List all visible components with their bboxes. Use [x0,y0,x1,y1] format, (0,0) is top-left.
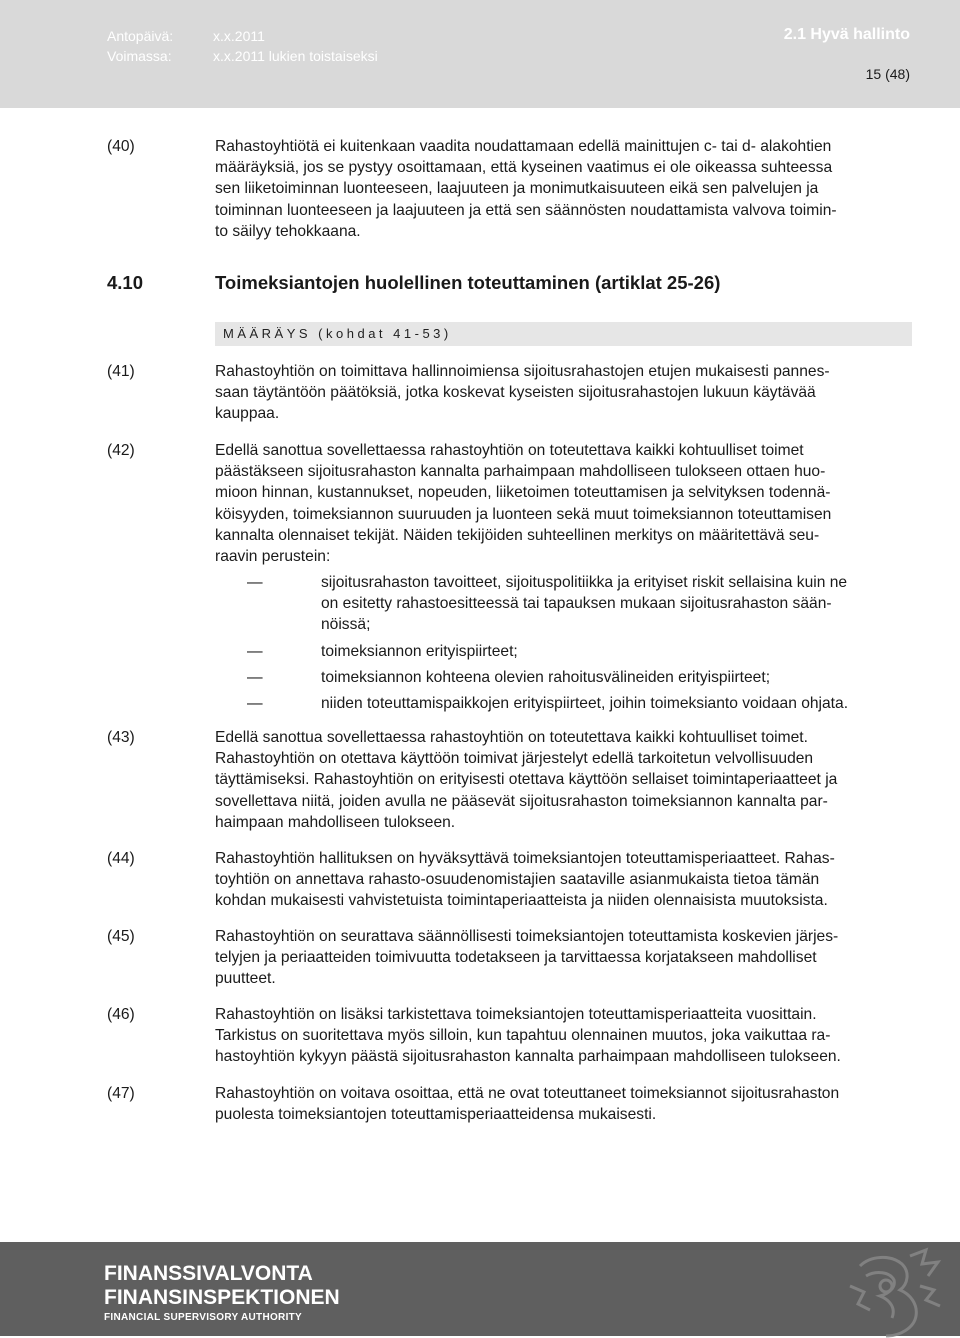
text-line: Rahastoyhtiön on voitava osoittaa, että ne ovat toteuttaneet toimeksiannot sijoitusrahaston [215,1085,840,1102]
page-header [0,0,960,108]
list-item [215,693,910,714]
text-line: Tarkistus on suoritettava myös silloin, kun tapahtuu olennainen muutos, joka vaikuttaa ra- [215,1027,831,1045]
text-line: toiminnan luonteeseen ja laajuuteen ja että sen säännösten noudattamista valvova toimin- [215,201,837,219]
paragraph-text [215,727,910,833]
text-line: telyjen ja periaatteiden toimivuutta todetakseen ja tarvittaessa korjatakseen mahdolliset [215,949,817,967]
text-line: Rahastoyhtiön hallituksen on hyväksyttävä toimeksiantojen toteuttamisperiaatteet. Rahas- [215,850,835,867]
text-line: toimeksiannon kohteena olevien rahoitusvälineiden erityispiirteet; [321,668,771,686]
paragraph-text [215,136,910,242]
section-number: 4.10 [107,272,144,293]
text-line: Rahastoyhtiön on lisäksi tarkistettava toimeksiantojen toteuttamisperiaatteita vuosittain. [215,1006,817,1023]
text-line: kannalta olennaiset tekijät. Näiden tekijöiden suhteellinen merkitys on määritettävä seu- [215,526,820,544]
text-line: Edellä sanottua sovellettaessa rahastoyhtiön on toteutettava kaikki kohtuulliset toimet [215,442,804,459]
paragraph-text [215,926,910,990]
text-line: mioon hinnan, kustannukset, nopeuden, liiketoimen toteuttamisen ja selvityksen todennä- [215,484,831,502]
section-title: 2.1 Hyvä hallinto [783,26,910,43]
text-line: toimeksiannon erityispiirteet; [321,642,518,660]
text-line: päästäkseen sijoitusrahaston kannalta parhaimpaan mahdolliseen tulokseen ottaen huo- [215,463,826,481]
paragraph-number: (45) [107,928,135,945]
list-item [215,667,910,688]
dash-marker: — [247,668,263,686]
text-line: on esitetty rahastoesitteessä tai tapauksen mukaan sijoitusrahaston sään- [321,595,832,613]
logo-text-swedish: FINANSINSPEKTIONEN [104,1286,340,1309]
dash-marker: — [247,642,263,660]
paragraph-number: (41) [107,363,135,380]
text-line: to säilyy tehokkaana. [215,222,361,240]
lion-crest-icon [830,1246,948,1338]
text-line: täyttämiseksi. Rahastoyhtiön on erityisesti otettava käyttöön sellaiset toimintaperiaatteet ja [215,771,838,789]
text-line: kohdan mukaisesti vahvistetuista toimintaperiaatteista ja niiden olennaisista muutoksista. [215,892,828,910]
text-line: sijoitusrahaston tavoitteet, sijoituspolitiikka ja erityiset riskit sellaisina kuin ne [321,574,848,591]
text-line: puutteet. [215,970,276,988]
paragraph-number: (44) [107,850,135,867]
text-line: sovellettava niitä, joiden avulla ne pääsevät sijoitusrahaston toimeksiannon kannalta par- [215,792,828,810]
paragraph-number: (43) [107,729,135,746]
logo-text-english: FINANCIAL SUPERVISORY AUTHORITY [104,1312,303,1323]
paragraph-text [215,440,910,567]
page-footer [0,1242,960,1336]
text-line: raavin perustein: [215,548,331,566]
text-line: hastoyhtiön kykyyn päästä sijoitusrahaston kannalta parhaimpaan mahdolliseen tulokseen. [215,1048,841,1066]
regulation-label: MÄÄRÄYS (kohdat 41-53) [223,326,452,341]
paragraph-text [215,1083,910,1125]
list-item [215,572,910,636]
issue-date-value: x.x.2011 [213,28,265,44]
text-line: määräyksiä, jos se pystyy osoittamaan, että kyseinen vaatimus ei ole oikeassa suhteessa [215,159,833,177]
issue-date-label: Antopäivä: [107,28,174,44]
text-line: Rahastoyhtiön on toimittava hallinnoimiensa sijoitusrahastojen etujen mukaisesti pannes- [215,363,830,380]
paragraph-text [215,1004,910,1068]
paragraph-text [215,848,910,912]
paragraph-number: (46) [107,1006,135,1023]
text-line: sen liiketoiminnan luonteeseen, laajuuteen ja monimutkaisuuteen eikä sen palvelujen ja [215,180,819,198]
text-line: haimpaan mahdolliseen tulokseen. [215,813,456,831]
regulation-bar [215,322,912,346]
dash-marker: — [247,574,263,591]
paragraph-number: (47) [107,1085,135,1102]
page-number: 15 (48) [865,66,910,82]
list-item [215,641,910,662]
bullet-list [215,572,910,719]
valid-value: x.x.2011 lukien toistaiseksi [213,48,378,64]
text-line: Rahastoyhtiötä ei kuitenkaan vaadita noudattamaan edellä mainittujen c- tai d- alakohtien [215,138,832,155]
text-line: niiden toteuttamispaikkojen erityispiirteet, joihin toimeksianto voidaan ohjata. [321,695,849,713]
text-line: saan täytäntöön päätöksiä, jotka koskevat kyseisten sijoitusrahastojen lukuun käytävää [215,384,816,402]
text-line: kauppaa. [215,405,280,423]
text-line: Rahastoyhtiön on otettava käyttöön toimivat järjestelyt edellä tarkoitetun velvollisuuden [215,750,814,768]
dash-marker: — [247,695,263,713]
text-line: Rahastoyhtiön on seurattava säännöllisesti toimeksiantojen toteuttamista koskevien järjes- [215,928,839,945]
text-line: köisyyden, toimeksiannon suuruuden ja luonteen sekä muut toimeksiannon toteuttamisen [215,505,832,523]
text-line: puolesta toimeksiantojen toteuttamisperiaatteidensa mukaisesti. [215,1106,657,1124]
paragraph-text [215,361,910,425]
paragraph-number: (40) [107,138,135,155]
section-heading-text: Toimeksiantojen huolellinen toteuttaminen (artiklat 25-26) [215,272,721,293]
text-line: Edellä sanottua sovellettaessa rahastoyhtiön on toteutettava kaikki kohtuulliset toimet. [215,729,808,746]
text-line: toyhtiön on annettava rahasto-osuudenomistajien saataville asianmukaista tietoa tämän [215,871,820,889]
valid-label: Voimassa: [107,48,172,64]
text-line: nöissä; [321,616,371,634]
paragraph-number: (42) [107,442,135,459]
logo-text-finnish: FINANSSIVALVONTA [104,1262,313,1285]
